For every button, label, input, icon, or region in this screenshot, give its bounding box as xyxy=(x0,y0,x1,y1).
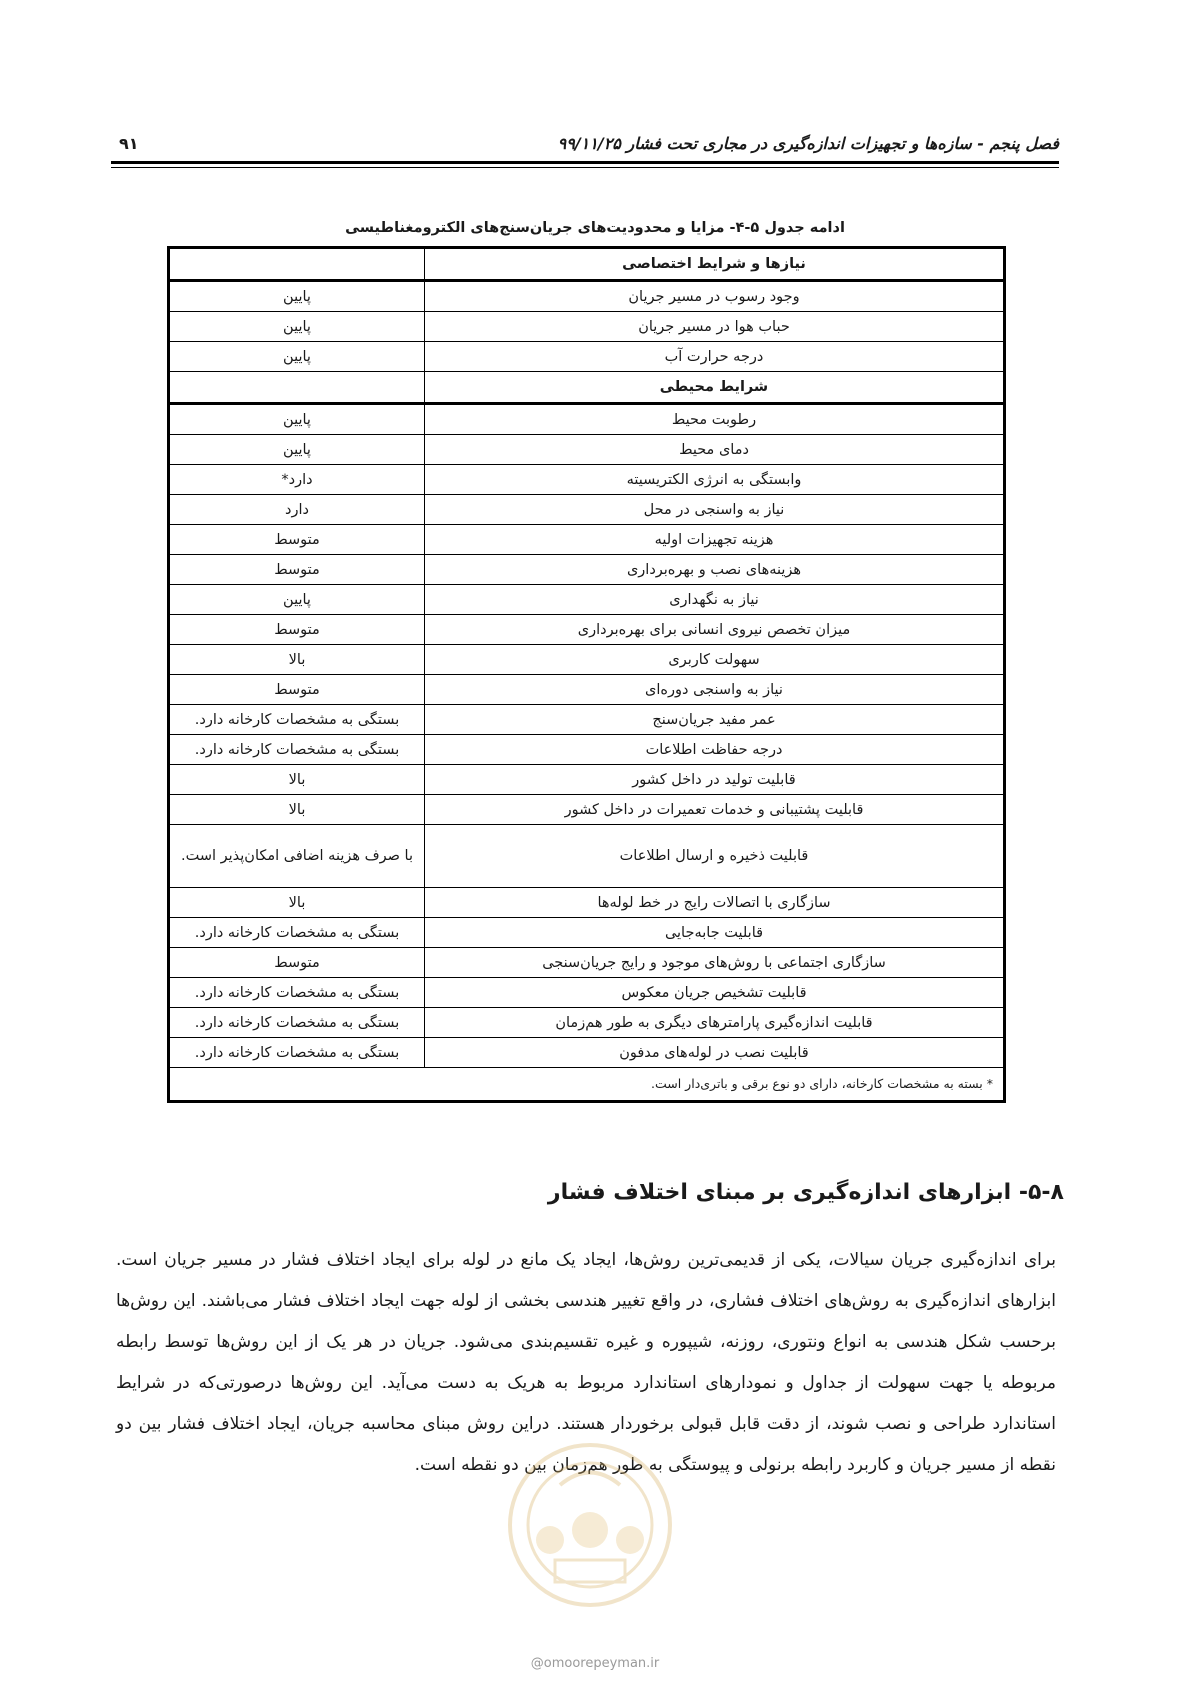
table-row xyxy=(169,795,1005,825)
row-value: بالا xyxy=(169,888,425,918)
table-row xyxy=(169,888,1005,918)
row-item: حباب هوا در مسیر جریان xyxy=(425,312,1005,342)
table-row xyxy=(169,312,1005,342)
section-heading: ۵-۸- ابزارهای اندازه‌گیری بر مبنای اختلاف فشار xyxy=(547,1180,1064,1205)
row-value: دارد* xyxy=(169,465,425,495)
row-value: متوسط xyxy=(169,525,425,555)
row-value: بستگی به مشخصات کارخانه دارد. xyxy=(169,978,425,1008)
table-row xyxy=(169,435,1005,465)
row-item: نیاز به واسنجی دوره‌ای xyxy=(425,675,1005,705)
table-caption: ادامه جدول ۵-۴- مزایا و محدودیت‌های جریان‌سنج‌های الکترومغناطیسی xyxy=(345,220,845,236)
table-row xyxy=(169,555,1005,585)
row-value: بالا xyxy=(169,645,425,675)
row-item: وابستگی به انرژی الکتریسیته xyxy=(425,465,1005,495)
row-value: پایین xyxy=(169,312,425,342)
row-value: بستگی به مشخصات کارخانه دارد. xyxy=(169,1038,425,1068)
row-item: قابلیت ذخیره و ارسال اطلاعات xyxy=(425,825,1005,888)
row-item: سازگاری اجتماعی با روش‌های موجود و رایج جریان‌سنجی xyxy=(425,948,1005,978)
table-footnote-row xyxy=(169,1068,1005,1102)
header-rule-thin xyxy=(111,167,1059,168)
section-empty-cell xyxy=(169,248,425,281)
row-item: عمر مفید جریان‌سنج xyxy=(425,705,1005,735)
row-item: سهولت کاربری xyxy=(425,645,1005,675)
page-number: ۹۱ xyxy=(119,134,139,153)
page-header xyxy=(111,130,1059,160)
row-value: متوسط xyxy=(169,615,425,645)
table-row xyxy=(169,1038,1005,1068)
table-row xyxy=(169,495,1005,525)
row-value: پایین xyxy=(169,342,425,372)
seal-logo-icon xyxy=(500,1440,680,1610)
row-value: بستگی به مشخصات کارخانه دارد. xyxy=(169,735,425,765)
row-item: قابلیت پشتیبانی و خدمات تعمیرات در داخل کشور xyxy=(425,795,1005,825)
row-item: نیاز به واسنجی در محل xyxy=(425,495,1005,525)
row-value: پایین xyxy=(169,281,425,312)
row-item: سازگاری با اتصالات رایج در خط لوله‌ها xyxy=(425,888,1005,918)
table-row xyxy=(169,675,1005,705)
table-row xyxy=(169,705,1005,735)
header-rule-thick xyxy=(111,161,1059,164)
table-row xyxy=(169,525,1005,555)
watermark-site: @omoorepeyman.ir xyxy=(530,1656,660,1671)
table-row xyxy=(169,765,1005,795)
row-item: میزان تخصص نیروی انسانی برای بهره‌برداری xyxy=(425,615,1005,645)
table-row xyxy=(169,342,1005,372)
table-row xyxy=(169,281,1005,312)
row-value: بالا xyxy=(169,795,425,825)
row-value: پایین xyxy=(169,404,425,435)
row-item: دمای محیط xyxy=(425,435,1005,465)
body-paragraph: برای اندازه‌گیری جریان سیالات، یکی از قدیمی‌ترین روش‌ها، ایجاد یک مانع در لوله برای ایجاد اختلاف فشار در مسیر جریان است. ابزارهای اندازه‌گیری به روش‌های اختلاف فشاری، در واقع تغییر هندسی بخشی از لوله جهت ایجاد اختلاف فشار می‌باشند. این روش‌ها برحسب شکل هندسی به انواع ونتوری، روزنه، شیپوره و غیره تقسیم‌بندی می‌شود. جریان در هر یک از این روش‌ها توسط رابطه مربوطه یا جهت سهولت از جداول و نمودارهای استاندارد مربوط به هریک به دست می‌آید. این روش‌ها درصورتی‌که در شرایط استاندارد طراحی و نصب شوند، از دقت قابل قبولی برخوردار هستند. دراین روش مبنای محاسبه جریان، ایجاد اختلاف فشار بین دو نقطه از مسیر جریان و کاربرد رابطه برنولی و پیوستگی به طور هم‌زمان بین دو نقطه است. xyxy=(116,1250,1056,1475)
row-value: با صرف هزینه اضافی امکان‌پذیر است. xyxy=(169,825,425,888)
table-row xyxy=(169,465,1005,495)
row-value: متوسط xyxy=(169,675,425,705)
running-title: فصل پنجم - سازه‌ها و تجهیزات اندازه‌گیری در مجاری تحت فشار ۹۹/۱۱/۲۵ xyxy=(557,134,1059,153)
table-section-header xyxy=(169,372,1005,404)
section-title: شرایط محیطی xyxy=(425,372,1005,404)
row-item: قابلیت اندازه‌گیری پارامترهای دیگری به طور هم‌زمان xyxy=(425,1008,1005,1038)
table-section-header xyxy=(169,248,1005,281)
row-item: هزینه‌های نصب و بهره‌برداری xyxy=(425,555,1005,585)
row-value: بستگی به مشخصات کارخانه دارد. xyxy=(169,918,425,948)
row-item: درجه حرارت آب xyxy=(425,342,1005,372)
table-row xyxy=(169,948,1005,978)
row-item: قابلیت نصب در لوله‌های مدفون xyxy=(425,1038,1005,1068)
section-empty-cell xyxy=(169,372,425,404)
row-item: رطوبت محیط xyxy=(425,404,1005,435)
row-value: پایین xyxy=(169,585,425,615)
row-item: وجود رسوب در مسیر جریان xyxy=(425,281,1005,312)
row-item: هزینه تجهیزات اولیه xyxy=(425,525,1005,555)
row-value: بستگی به مشخصات کارخانه دارد. xyxy=(169,1008,425,1038)
table-row xyxy=(169,615,1005,645)
table-row xyxy=(169,645,1005,675)
row-value: بستگی به مشخصات کارخانه دارد. xyxy=(169,705,425,735)
table-row xyxy=(169,585,1005,615)
table-row xyxy=(169,735,1005,765)
row-value: بالا xyxy=(169,765,425,795)
row-item: قابلیت جابه‌جایی xyxy=(425,918,1005,948)
row-value: پایین xyxy=(169,435,425,465)
row-item: قابلیت تشخیص جریان معکوس xyxy=(425,978,1005,1008)
table-row xyxy=(169,1008,1005,1038)
row-item: نیاز به نگهداری xyxy=(425,585,1005,615)
section-title: نیازها و شرایط اختصاصی xyxy=(425,248,1005,281)
table-row xyxy=(169,825,1005,888)
table-row xyxy=(169,404,1005,435)
row-value: دارد xyxy=(169,495,425,525)
comparison-table xyxy=(167,246,1006,1103)
row-value: متوسط xyxy=(169,555,425,585)
row-item: درجه حفاظت اطلاعات xyxy=(425,735,1005,765)
table-row xyxy=(169,918,1005,948)
table-row xyxy=(169,978,1005,1008)
row-value: متوسط xyxy=(169,948,425,978)
row-item: قابلیت تولید در داخل کشور xyxy=(425,765,1005,795)
table-footnote: * بسته به مشخصات کارخانه، دارای دو نوع برقی و باتری‌دار است. xyxy=(169,1068,1005,1102)
